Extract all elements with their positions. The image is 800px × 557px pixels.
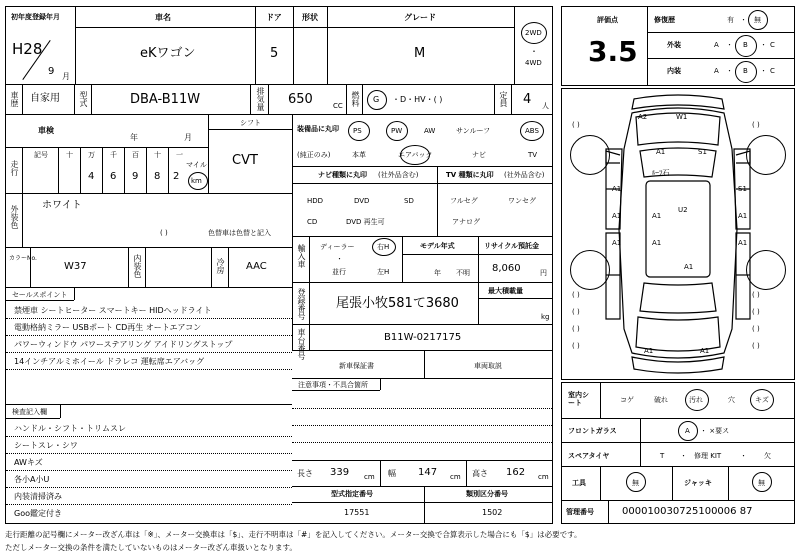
odometer-digit-3: 9 [132,171,139,182]
odometer-digit-5: 2 [173,171,180,182]
interior-a: A [714,67,719,75]
damage-mark-a1-l1: A1 [612,212,622,220]
score-value: 3.5 [588,35,638,68]
designation-label: 型式指定番号 [331,490,373,498]
damage-mark-a1-r1: A1 [738,212,748,220]
chassis-label: 車台番号 [297,328,306,360]
recycle-label: リサイクル預託金 [484,242,540,250]
diagram-paren-br2: ( ) [752,308,760,316]
aircon-label: 冷房 [216,258,225,274]
odometer-km: km [191,177,202,185]
equipment-ps: PS [353,127,362,135]
inspector-line-3: AWキズ [14,458,43,467]
inspection-month: 月 [184,133,192,142]
damage-mark-a1-bl: A1 [644,347,654,355]
displacement-label: 排気量 [256,87,265,111]
height-value: 162 [506,467,526,478]
owner-manual: 車両取説 [474,362,502,370]
color-note: 色替車は色替と記入 [208,229,271,237]
damage-mark-a1-fl: A1 [612,185,622,193]
seat-tear: 破れ [654,396,668,404]
recycle-value: 8,060 [492,263,521,274]
odometer-unit-0: 十 [66,151,73,159]
shift-label: シフト [240,119,261,127]
designation-value: 17551 [344,508,370,517]
drive-dot: ・ [530,47,538,56]
navi-cd: CD [307,218,318,226]
odometer-unit-2: 千 [110,151,117,159]
class-value: 1502 [482,508,503,517]
odometer-unit-3: 百 [132,151,139,159]
equipment-pw: PW [391,127,403,135]
sales-point-line-4: 14インチアルミホイール ドラレコ 運転席エアバッグ [14,357,205,366]
repair-yes: 有 [727,16,734,24]
inspector-label: 検査記入欄 [12,408,47,416]
footer-note-2: ただしメーター交換の条件を満たしていないものはメーター改ざん車扱いとなります。 [5,543,297,552]
jack-label: ジャッキ [684,479,712,487]
odometer-mile-label: マイル [186,161,207,169]
seat-scratch: キズ [755,396,769,404]
first-reg-month: 9 [48,66,55,77]
damage-mark-a1-l2: A1 [612,239,622,247]
import-dealer: ディーラー [320,243,355,251]
seat-stain: 汚れ [689,396,703,404]
exterior-dot-2: ・ [760,41,767,49]
interior-b: B [743,67,748,75]
exterior-b: B [743,41,748,49]
wheel-rear-right [746,250,786,290]
color-code-value: W37 [64,261,87,272]
inspector-line-2: シートスレ・シワ [14,441,78,450]
footer-note-1: 走行距離の記号欄にメーター改ざん車は「※」、メーター交換車は「$」、走行不明車は「#」を記入してください。メーター交換で合算表示した場合にも「$」は必要です。 [5,530,582,539]
navi-hdd: HDD [307,197,324,205]
inspection-year: 年 [130,133,138,142]
new-car-warranty: 新車保証書 [339,362,374,370]
navi-title: ナビ種類に丸印 [318,171,367,179]
diagram-paren-bl3: ( ) [572,325,580,333]
first-reg-era: H28 [12,40,43,58]
equipment-title: 装備品に丸印 [297,125,339,133]
diagram-paren-br4: ( ) [752,342,760,350]
diagram-paren-br: ( ) [752,291,760,299]
fuel-g: G [373,95,380,104]
tv-oneseg: ワンセグ [508,197,536,205]
fuel-label: 燃料 [351,91,360,107]
car-body-diagram [562,89,794,379]
model-year-label: モデル年式 [420,242,455,250]
damage-mark-s1-fr: S1 [738,185,747,193]
class-label: 類別区分番号 [466,490,508,498]
repair-no: 無 [754,16,761,24]
first-reg-month-unit: 月 [62,72,70,81]
tv-title: TV 種類に丸印 [446,171,494,179]
interior-label: 内装 [667,67,681,75]
score-label: 評価点 [597,16,618,24]
color-label: 外装色 [10,205,19,229]
spare-none: 欠 [764,452,771,460]
spare-label: スペアタイヤ [568,452,610,460]
exterior-dot-1: ・ [726,41,733,49]
plate-value: 尾張小牧581て3680 [336,296,459,311]
sales-point-line-3: パワーウィンドウ パワーステアリング アイドリングストップ [14,340,233,349]
damage-mark-a1-rr: A1 [684,263,694,271]
color-code-label: カラーNo. [9,255,37,262]
spare-kit: 修理 KIT [694,452,722,460]
sales-point-line-2: 電動格納ミラー USBポート CD再生 オートエアコン [14,323,202,332]
chassis-value: B11W-0217175 [384,332,462,343]
damage-mark-a1-c2: A1 [652,239,662,247]
equipment-abs: ABS [525,127,539,135]
import-left-hand: 左H [377,268,390,276]
equipment-airbag: エアバック [398,151,433,159]
wheel-rear-left [570,250,610,290]
drive-4wd: 4WD [525,59,542,67]
import-label: 輸入車 [297,244,306,268]
equipment-tv: TV [528,151,538,159]
length-label: 長さ [297,469,313,478]
door-value: 5 [270,46,279,61]
tv-analog: アナログ [452,218,480,226]
damage-mark-a1-hood: A1 [656,148,666,156]
shift-value: CVT [232,153,258,168]
windshield-rest: ・ ×要ス [700,427,730,435]
width-unit: cm [450,473,461,481]
drive-2wd: 2WD [525,29,542,37]
navi-sd: SD [404,197,414,205]
max-load-label: 最大積載量 [488,287,523,295]
import-dot: ・ [336,255,343,263]
odometer-digit-2: 6 [110,171,117,182]
navi-dvd-play: DVD 再生可 [346,218,385,226]
damage-mark-a1-r2: A1 [738,239,748,247]
length-unit: cm [364,473,375,481]
door-label: ドア [266,13,282,22]
recycle-unit: 円 [540,269,547,277]
import-right-hand: 右H [377,243,390,251]
windshield-label: フロントガラス [568,427,617,435]
import-parallel: 並行 [332,268,346,276]
diagram-paren-tl: ( ) [572,121,580,129]
damage-mark-a1-br: A1 [700,347,710,355]
interior-dot-2: ・ [760,67,767,75]
capacity-value: 4 [523,92,532,107]
exterior-c: C [770,41,775,49]
sales-points-label: セールスポイント [12,291,68,299]
height-unit: cm [538,473,549,481]
tv-fullseg: フルセグ [450,197,478,205]
displacement-value: 650 [288,92,313,107]
interior-dot-1: ・ [726,67,733,75]
car-name-label: 車名 [155,13,171,22]
inspector-line-4: 各小A小U [14,475,50,484]
odometer-unit-4: 十 [154,151,161,159]
shape-label: 形状 [302,13,318,22]
category-value: 自家用 [30,93,60,104]
length-value: 339 [330,467,350,478]
repair-label: 修復歴 [654,16,675,24]
diagram-paren-bl2: ( ) [572,308,580,316]
navi-dvd: DVD [354,197,370,205]
jack-value: 無 [758,479,765,487]
wheel-front-right [746,135,786,175]
interior-color-label: 内装色 [133,254,142,278]
width-label: 幅 [388,469,396,478]
damage-mark-a2: A2 [638,113,648,121]
grade-label: グレード [404,13,436,22]
equipment-sunroof: サンルーフ [456,127,491,135]
interior-c: C [770,67,775,75]
control-label: 管理番号 [566,508,594,516]
tv-title-note: (社外品含む) [504,171,545,179]
tools-label: 工具 [572,479,586,487]
spare-dot-2: ・ [740,452,747,460]
inspection-label: 車検 [38,126,54,135]
equipment-subtitle: (純正のみ) [297,151,331,159]
category-label: 車歴 [10,91,19,107]
tools-value: 無 [632,479,639,487]
model-value: DBA-B11W [130,92,201,107]
max-load-unit: kg [541,313,550,321]
model-year-year: 年 [434,269,441,277]
plate-label: 登録番号 [297,288,306,320]
height-label: 高さ [472,469,488,478]
control-value: 000010030725100006 87 [622,506,753,517]
notes-label: 注意事項・不具合箇所 [298,381,368,389]
diagram-paren-br3: ( ) [752,325,760,333]
spare-t: T [660,452,665,460]
damage-mark-u2: U2 [678,206,688,214]
capacity-unit: 人 [542,102,549,110]
odometer-digit-4: 8 [154,171,161,182]
grade-value: M [414,46,426,61]
first-reg-label: 初年度登録年月 [11,13,60,21]
wheel-front-left [570,135,610,175]
seat-burn: コゲ [620,396,634,404]
roof-mark: ﾙｰﾌ石 [652,169,670,177]
diagram-paren-tr: ( ) [752,121,760,129]
odometer-unit-5: 一 [176,151,183,159]
equipment-aw: AW [424,127,436,135]
windshield-value: A [685,427,690,435]
cc-unit: CC [333,102,343,110]
inspector-line-6: Goo鑑定付き [14,509,62,518]
diagram-paren-bl4: ( ) [572,342,580,350]
seat-label: 室内シート [568,391,589,408]
diagram-paren-bl: ( ) [572,291,580,299]
equipment-leather: 本革 [352,151,366,159]
sales-point-line-1: 禁煙車 シートヒーター スマートキー HIDヘッドライト [14,306,212,315]
odometer-label: 走行 [10,160,19,176]
navi-title-note: (社外品含む) [378,171,419,179]
damage-mark-a1-c: A1 [652,212,662,220]
odometer-digit-1: 4 [88,171,95,182]
damage-mark-w1: W1 [676,113,688,121]
exterior-a: A [714,41,719,49]
damage-mark-s1: S1 [698,148,707,156]
seat-hole: 穴 [728,396,735,404]
capacity-label: 定員 [499,91,508,107]
color-paren: ( ) [160,229,168,237]
model-label: 型式 [79,91,88,107]
aircon-value: AAC [246,261,267,272]
fuel-other: ・D・HV・( ) [392,95,443,104]
equipment-navi: ナビ [472,151,486,159]
model-year-unknown: 不明 [456,269,470,277]
inspector-line-5: 内装清掃済み [14,492,62,501]
spare-dot-1: ・ [680,452,687,460]
exterior-label: 外装 [667,41,681,49]
repair-dot: ・ [740,16,747,24]
inspector-line-1: ハンドル・シフト・トリムスレ [14,424,126,433]
odometer-unit-1: 万 [88,151,95,159]
car-name-value: eKワゴン [140,46,196,61]
width-value: 147 [418,467,438,478]
color-value: ホワイト [42,200,82,211]
odometer-no-label: 記号 [34,151,48,159]
